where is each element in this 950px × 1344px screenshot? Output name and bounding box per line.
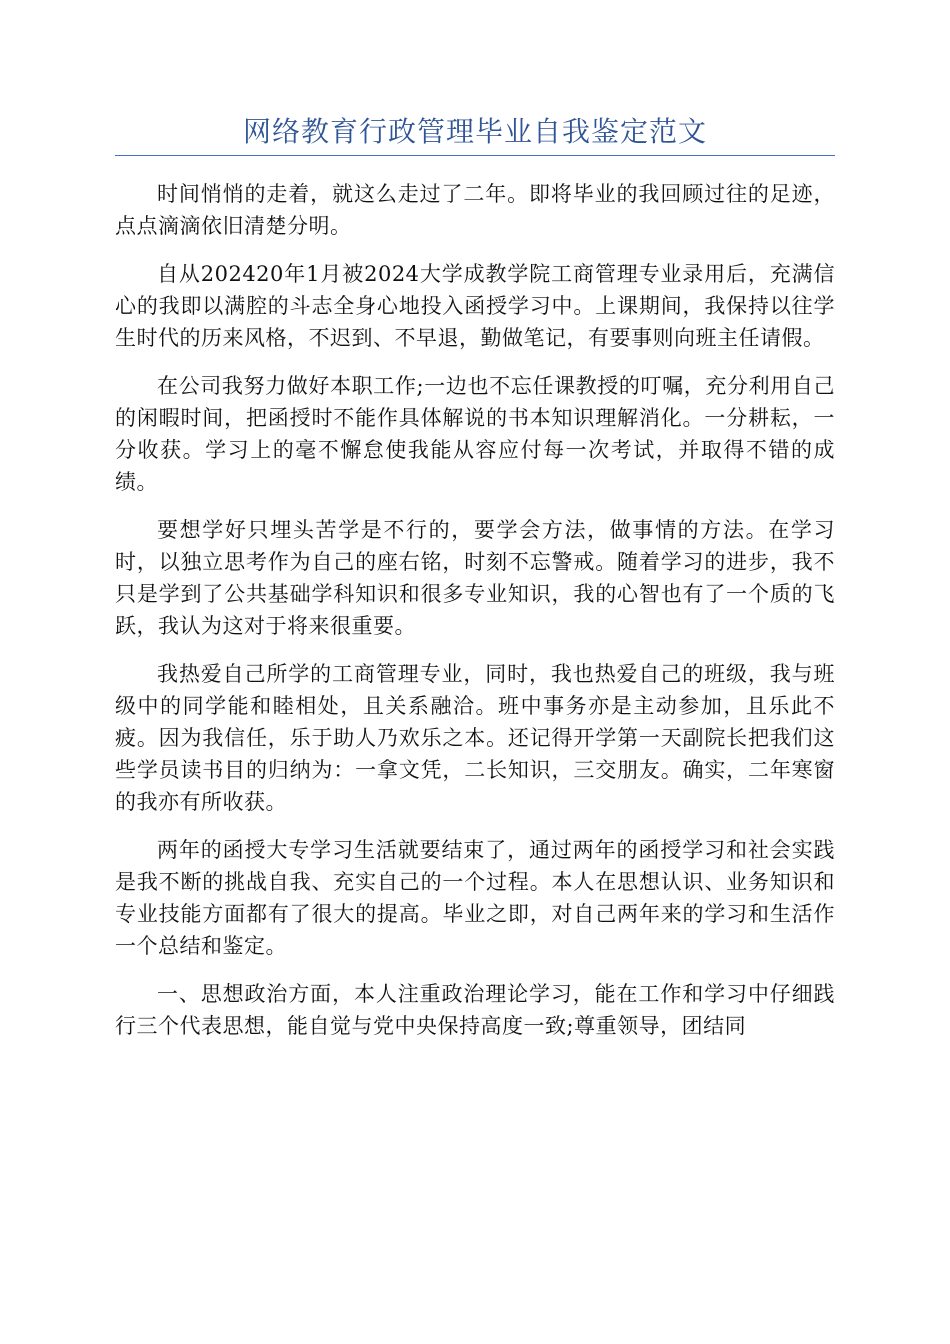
document-body <box>115 178 835 1042</box>
document-page <box>115 110 835 1058</box>
paragraph-2: 自从202420年1月被2024大学成教学院工商管理专业录用后，充满信心的我即以满腔的斗志全身心地投入函授学习中。上课期间，我保持以往学生时代的历来风格，不迟到、不早退，勤做笔记，有要事则向班主任请假。 <box>115 262 835 350</box>
title-underline <box>115 155 835 156</box>
paragraph-4: 要想学好只埋头苦学是不行的，要学会方法，做事情的方法。在学习时，以独立思考作为自己的座右铭，时刻不忘警戒。随着学习的进步，我不只是学到了公共基础学科知识和很多专业知识，我的心智也有了一个质的飞跃，我认为这对于将来很重要。 <box>115 518 835 638</box>
paragraph-7: 一、思想政治方面，本人注重政治理论学习，能在工作和学习中仔细践行三个代表思想，能自觉与党中央保持高度一致;尊重领导，团结同 <box>115 982 835 1038</box>
paragraph-6: 两年的函授大专学习生活就要结束了，通过两年的函授学习和社会实践是我不断的挑战自我、充实自己的一个过程。本人在思想认识、业务知识和专业技能方面都有了很大的提高。毕业之即，对自己两年来的学习和生活作一个总结和鉴定。 <box>115 838 835 958</box>
paragraph-1: 时间悄悄的走着，就这么走过了二年。即将毕业的我回顾过往的足迹，点点滴滴依旧清楚分明。 <box>115 182 835 238</box>
paragraph-3: 在公司我努力做好本职工作;一边也不忘任课教授的叮嘱，充分利用自己的闲暇时间，把函授时不能作具体解说的书本知识理解消化。一分耕耘，一分收获。学习上的毫不懈怠使我能从容应付每一次考试，并取得不错的成绩。 <box>115 374 835 494</box>
paragraph-5: 我热爱自己所学的工商管理专业，同时，我也热爱自己的班级，我与班级中的同学能和睦相处，且关系融洽。班中事务亦是主动参加，且乐此不疲。因为我信任，乐于助人乃欢乐之本。还记得开学第一天副院长把我们这些学员读书目的归纳为：一拿文凭，二长知识，三交朋友。确实，二年寒窗的我亦有所收获。 <box>115 662 835 814</box>
document-title: 网络教育行政管理毕业自我鉴定范文 <box>242 115 707 148</box>
